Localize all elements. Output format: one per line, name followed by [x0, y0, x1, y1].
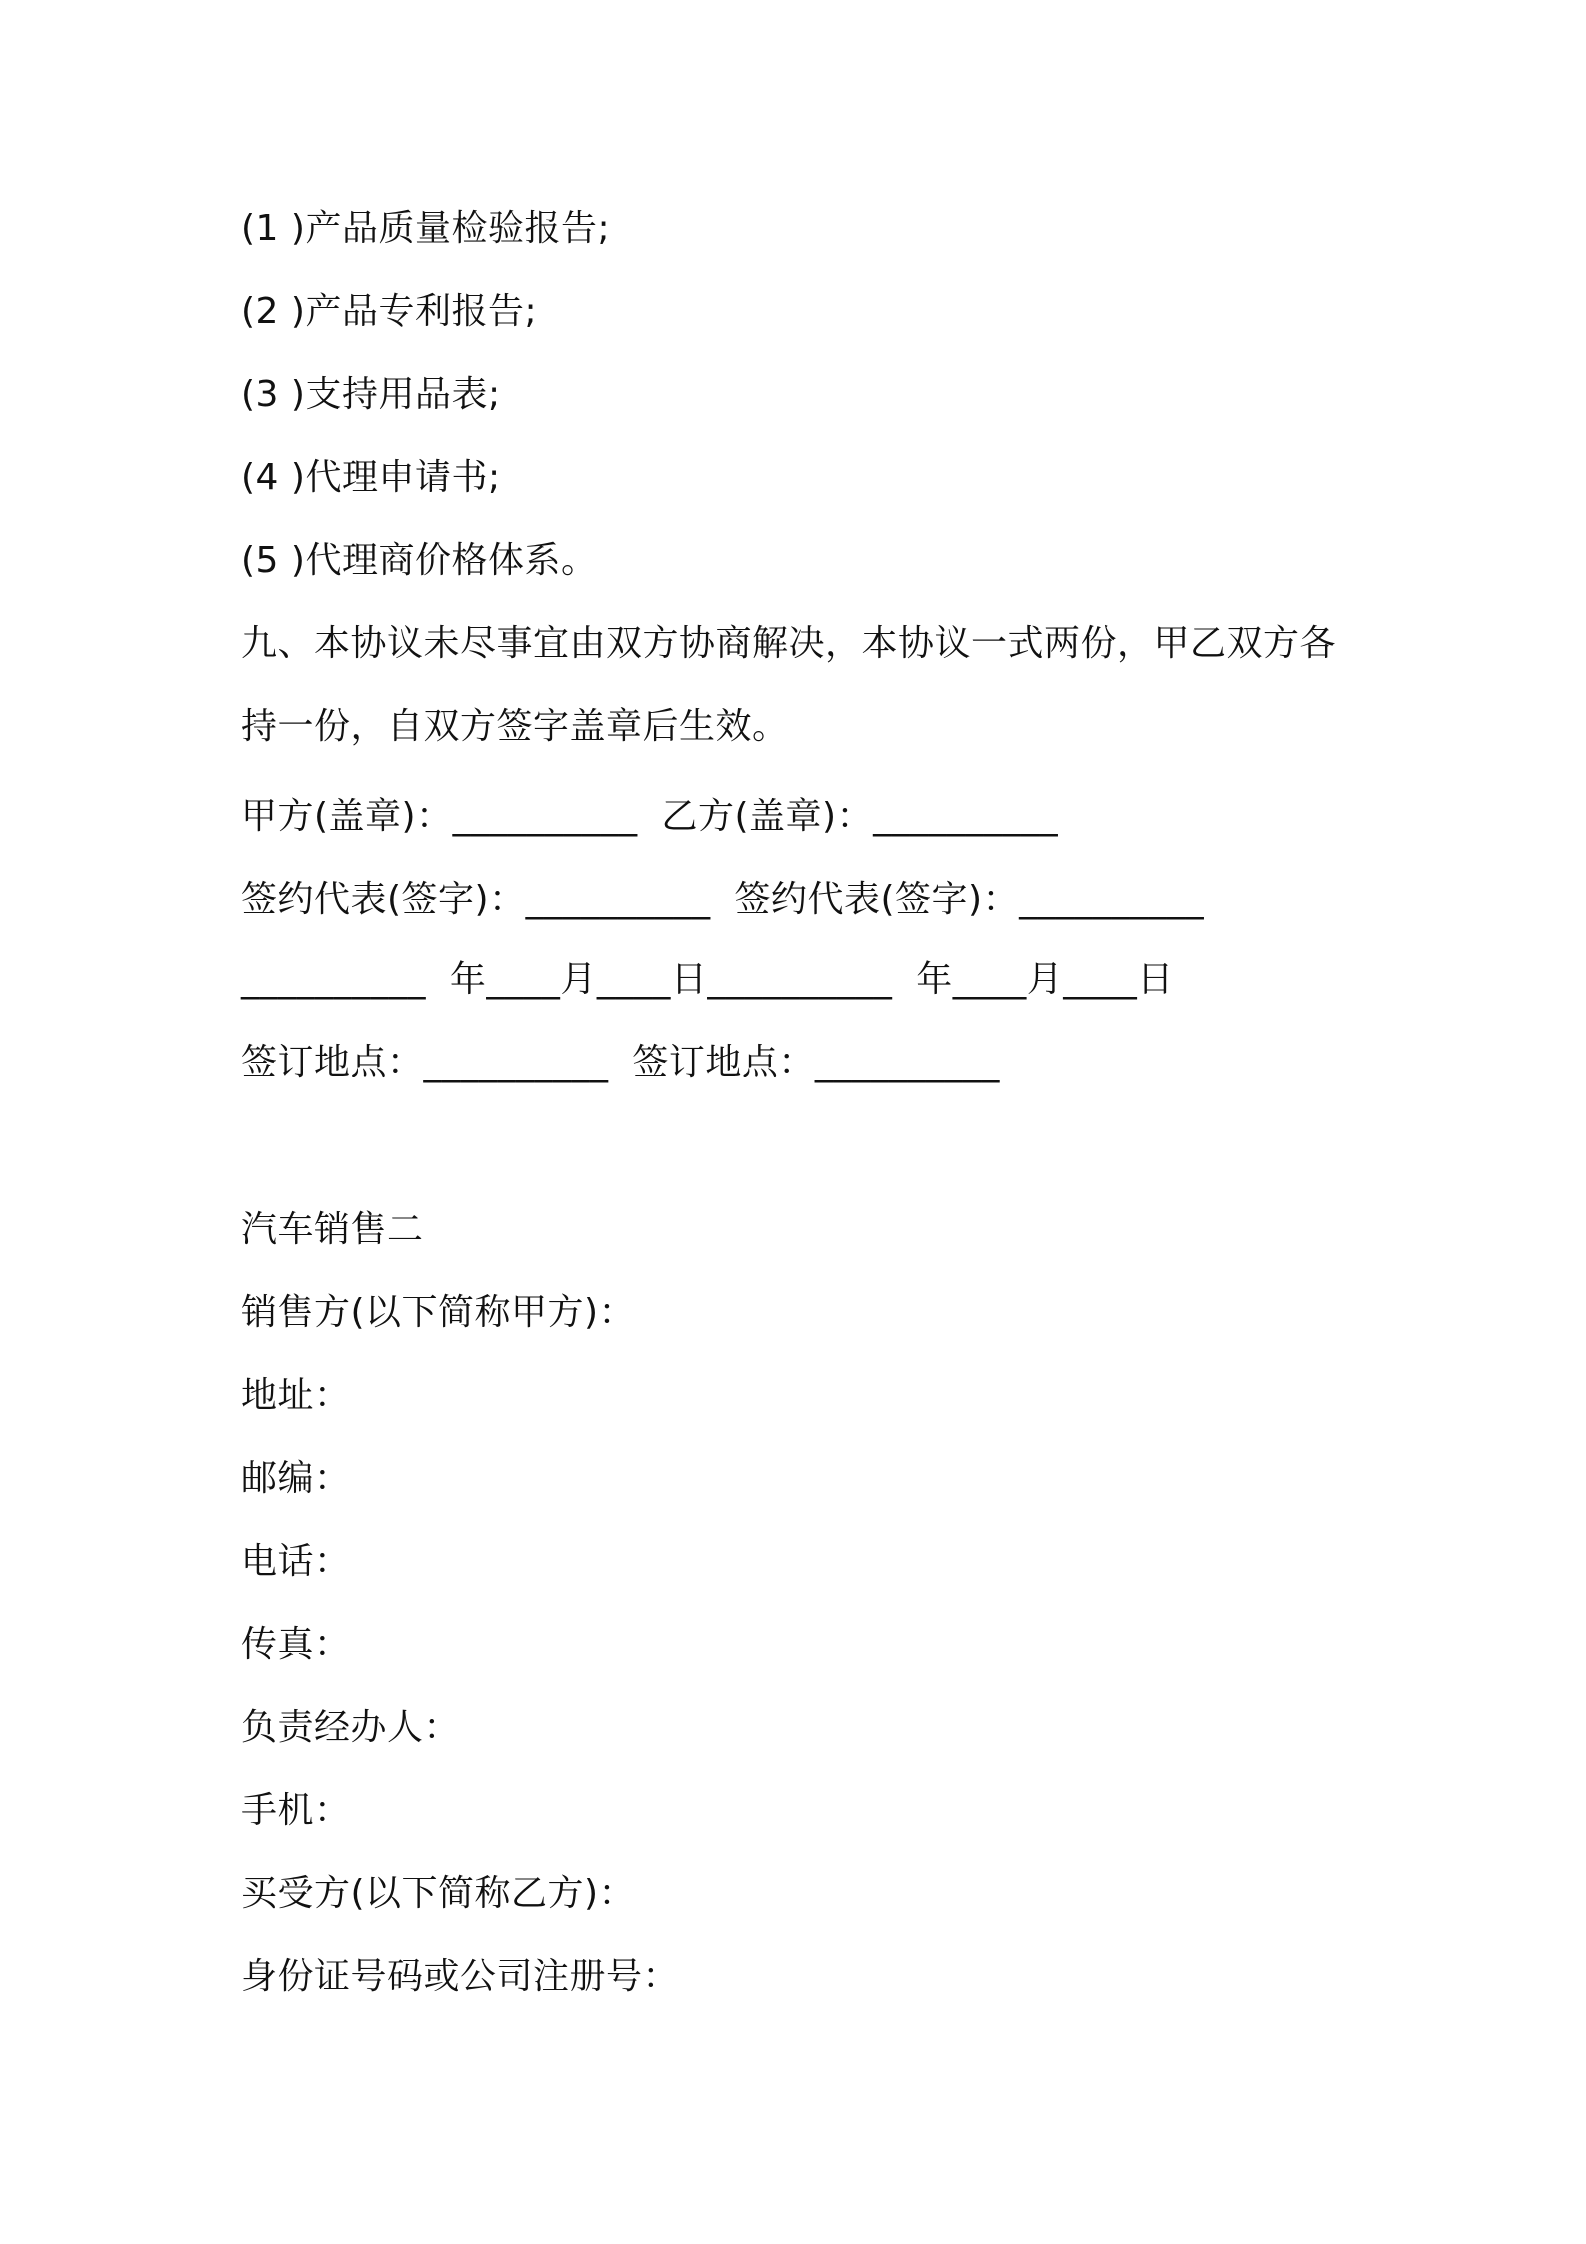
clause-nine-line-2: 持一份，自双方签字盖章后生效。	[241, 706, 789, 747]
list-item-4: (4 )代理申请书;	[241, 457, 501, 498]
list-item-2: (2 )产品专利报告;	[241, 291, 538, 332]
signing-place-line: 签订地点：__________ 签订地点：__________	[241, 1042, 1000, 1083]
buyer-label: 买受方(以下简称乙方)：	[241, 1873, 636, 1914]
address-label: 地址：	[241, 1375, 351, 1416]
id-number-label: 身份证号码或公司注册号：	[241, 1956, 680, 1997]
date-line: __________ 年____月____日__________ 年____月____日	[241, 959, 1174, 1000]
phone-label: 电话：	[241, 1541, 351, 1582]
list-item-1: (1 )产品质量检验报告;	[241, 208, 611, 249]
agent-label: 负责经办人：	[241, 1707, 461, 1748]
representative-line: 签约代表(签字)：__________ 签约代表(签字)：__________	[241, 879, 1205, 920]
seller-label: 销售方(以下简称甲方)：	[241, 1292, 636, 1333]
fax-label: 传真：	[241, 1624, 351, 1665]
postcode-label: 邮编：	[241, 1458, 351, 1499]
list-item-3: (3 )支持用品表;	[241, 374, 501, 415]
seal-line: 甲方(盖章)：__________ 乙方(盖章)：__________	[241, 796, 1059, 837]
mobile-label: 手机：	[241, 1790, 351, 1831]
clause-nine-line-1: 九、本协议未尽事宜由双方协商解决，本协议一式两份，甲乙双方各	[241, 623, 1337, 664]
list-item-5: (5 )代理商价格体系。	[241, 540, 598, 581]
section-title: 汽车销售二	[241, 1209, 424, 1250]
